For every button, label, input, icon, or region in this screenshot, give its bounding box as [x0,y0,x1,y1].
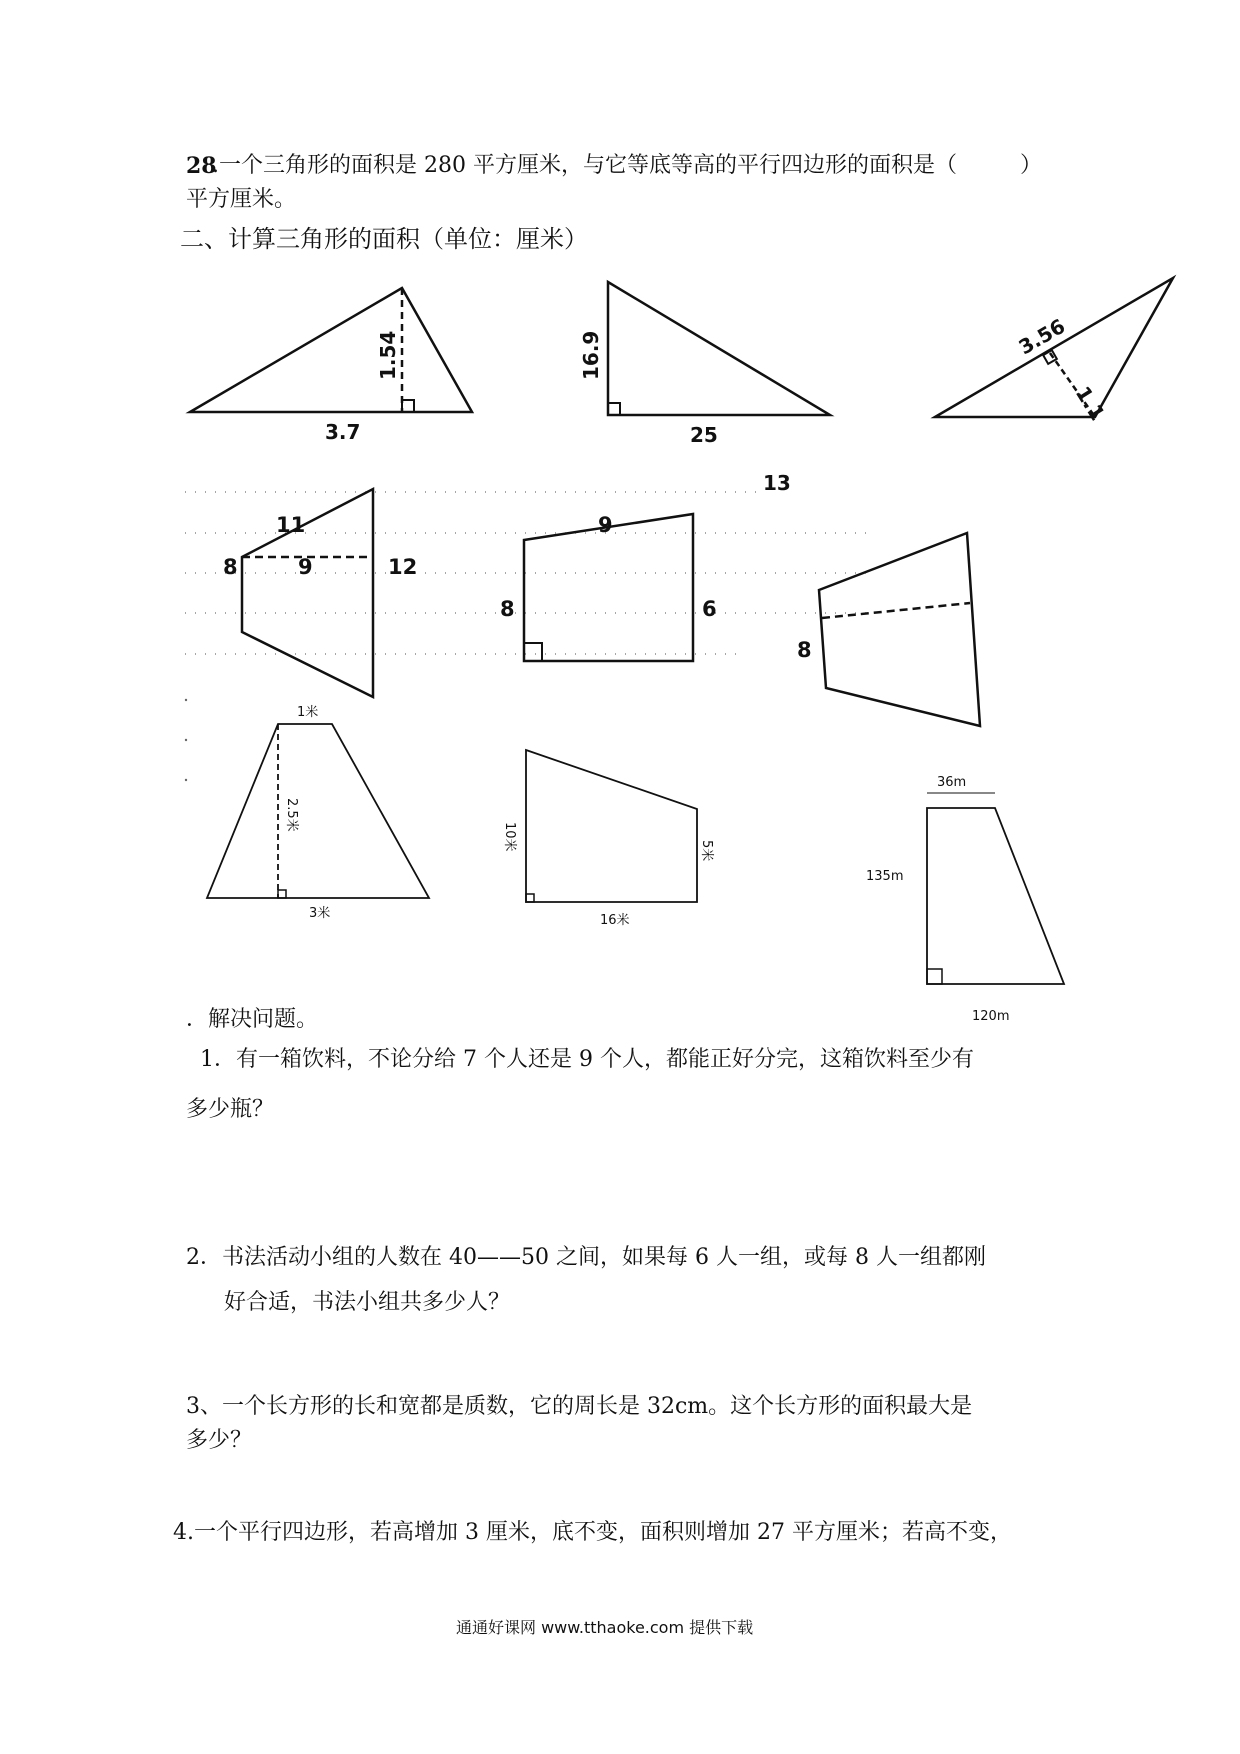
trap1-slant-label: 11 [276,513,306,537]
problem1-line2: 多少瓶？ [186,1097,275,1122]
trap1-height-label: 9 [298,555,313,579]
triangle-3 [935,278,1173,417]
section3-title: ．解决问题。 [186,1007,319,1032]
trapezoid-5 [526,750,697,902]
q28-text-line2: 平方厘米。 [186,187,297,212]
footer-text: 通通好课网 www.tthaoke.com 提供下载 [456,1618,754,1637]
triangle-2 [608,282,830,415]
tri1-base-label: 3.7 [325,420,361,444]
trap6-top-label: 36m [937,775,967,790]
problem2-line2: 好合适，书法小组共多少人？ [224,1290,511,1315]
trap4-top-label: 1米 [297,705,319,720]
trap5-left-label: 10米 [502,822,517,852]
trapezoid-1 [242,489,373,697]
tri3-height-label: 1.1 [1070,381,1110,425]
trap2-left-label: 8 [500,597,515,621]
q28-blank-close: ） [1020,153,1043,178]
trap5-base-label: 16米 [600,913,630,928]
problem1-line1: 1．有一箱饮料，不论分给 7 个人还是 9 个人，都能正好分完，这箱饮料至少有 [200,1047,974,1072]
trapezoid-6 [927,793,1064,984]
problem3-line1: 3、一个长方形的长和宽都是质数，它的周长是 32cm。这个长方形的面积最大是 [186,1394,973,1419]
trap6-base-label: 120m [972,1009,1010,1024]
trap6-height-label: 135m [866,869,904,884]
trap1-left-label: 8 [223,555,238,579]
trap2-right-label: 6 [702,597,717,621]
trapezoid-3 [819,533,980,726]
triangle-1 [190,288,472,412]
problem3-line2: 多少？ [186,1428,253,1453]
q28-text-line1: .一个三角形的面积是 280 平方厘米，与它等底等高的平行四边形的面积是（ [212,153,957,178]
problem2-line1: 2．书法活动小组的人数在 40——50 之间，如果每 6 人一组，或每 8 人一组都刚 [186,1245,986,1270]
tri1-height-label: 1.54 [376,330,400,380]
trap4-base-label: 3米 [309,906,331,921]
tri2-base-label: 25 [690,423,718,447]
tri3-side-label: 3.56 [1014,313,1070,360]
trap1-right-label: 12 [388,555,418,579]
trapezoid-4 [207,724,429,898]
problem4-line1: 4.一个平行四边形，若高增加 3 厘米，底不变，面积则增加 27 平方厘米；若高不变， [173,1520,1012,1545]
tri2-height-label: 16.9 [579,330,603,380]
trap2-top-label: 9 [598,513,613,537]
section2-title: 二、计算三角形的面积（单位：厘米） [180,225,588,253]
trap5-right-label: 5米 [699,840,714,862]
trap3-left-label: 8 [797,638,812,662]
q28-number: 28 [186,153,217,179]
trap4-height-label: 2.5米 [284,798,299,832]
trap1-top-label: 13 [763,471,791,495]
